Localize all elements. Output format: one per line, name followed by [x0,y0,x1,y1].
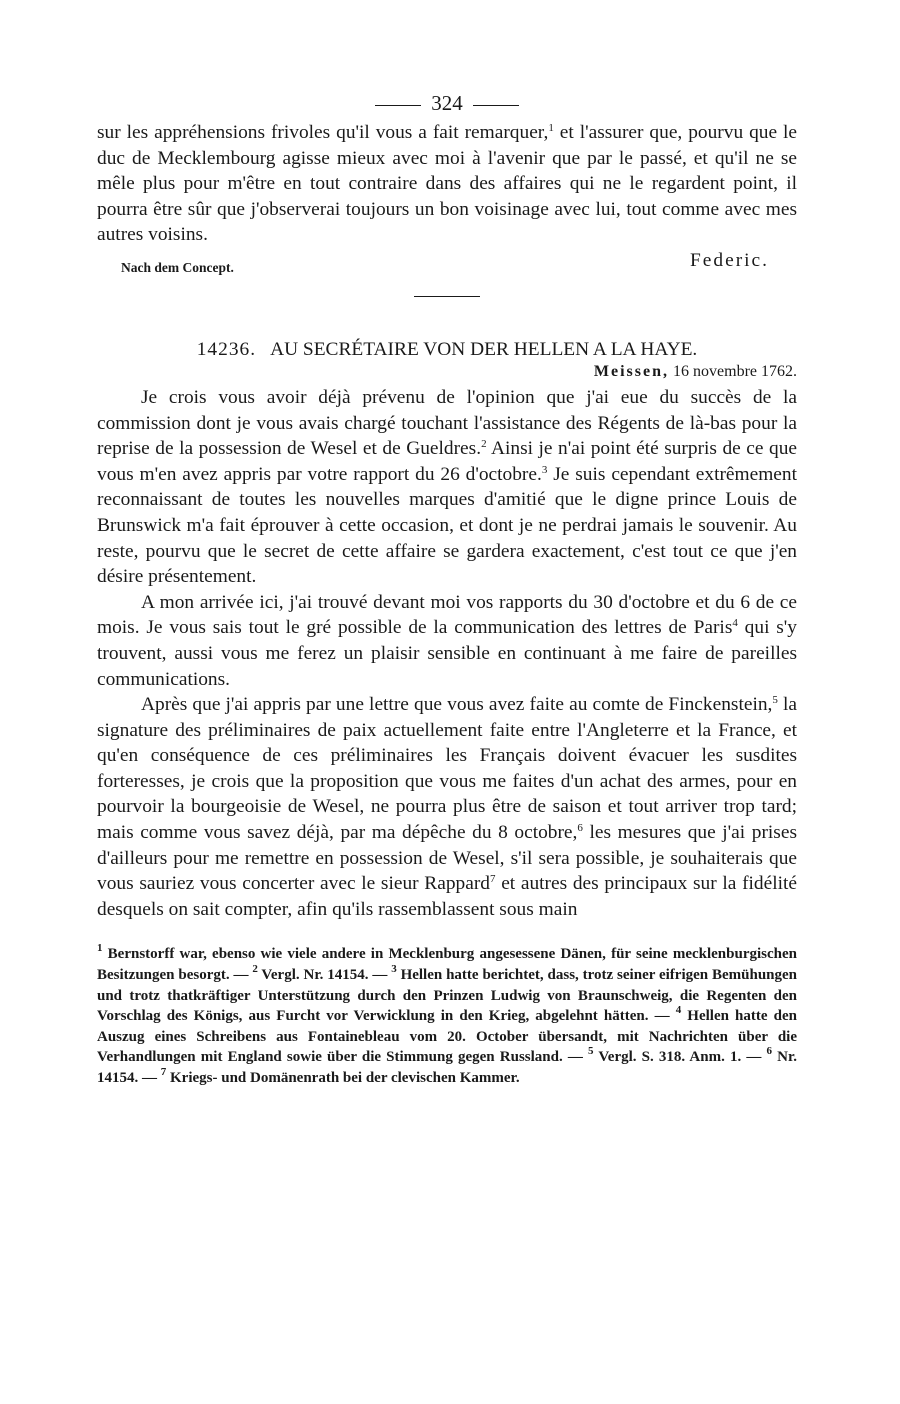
footnotes [97,944,797,1088]
footnote-number: 5 [587,1045,594,1058]
page-header [97,86,797,120]
letter-closing [97,250,797,284]
letter-number: 14236. [196,338,257,360]
header-rule-left [375,105,421,106]
source-note: Nach dem Concept. [121,259,234,275]
dateline-date: 16 novembre 1762. [673,362,797,380]
footnote-number: 3 [391,963,397,976]
footnote-number: 4 [675,1004,682,1017]
footnote-ref: 4 [732,617,738,630]
footnote-block: $^1$ Bernstorff war, ebenso wie viele andere in Mecklenburg angesessene Dänen, für seine mecklenburgischen Besitzungen besorgt. — $^2$ Vergl. Nr. 14154. — $^3$ Hellen hatte berichtet, dass, trotz seiner eifrigen Bemühungen und trotz thatkräftiger Unterstützung durch den Prinzen Ludwig von Braunschweig, die Regenten den Vorschlag des Königs, aus Furcht vor Verwicklung in den Krieg, abgelehnt hätten. — $^4$ Hellen hatte den Auszug eines Schreibens aus Fontainebleau vom 20. October übersandt, mit Nachrichten über die Verhandlungen mit England sowie über die Stimmung gegen Russland. — $^5$ Vergl. S. 318. Anm. 1. — $^6$ Nr. 14154. — $^7$ Kriegs- und Domänenrath bei der clevischen Kammer. [97,942,798,1086]
previous-letter-paragraph: sur les appréhensions frivoles qu'il vous a fait remarquer,$^1$ et l'assurer que, pourvu que le duc de Mecklembourg agisse mieux avec moi à l'avenir que par le passé, et qu'il ne se mêle plus pour m'être en tout contraire dans des affaires qui ne le regardent point, il pourra être sûr que j'observerai toujours un bon voisinage avec lui, tout comme avec mes autres voisins. [97,122,797,246]
dateline [97,363,797,381]
footnote-ref: 1 [548,122,554,134]
footnote-number: 1 [97,942,103,955]
document-page [97,86,797,1089]
header-rule-right [473,105,519,106]
footnote-ref: 5 [772,694,778,707]
footnote-ref: 7 [490,873,496,886]
footnote-number: 2 [252,963,258,976]
footnote-number: 6 [766,1045,772,1058]
section-divider [414,296,480,297]
body-paragraph-2: A mon arrivée ici, j'ai trouvé devant moi vos rapports du 30 d'octobre et du 6 de ce mois. Je vous sais tout le gré possible de la communication des lettres de Paris$^4$ qui s'y trouvent, aussi vous me ferez un plaisir sensible en continuant à me faire de pareilles communications. [97,591,797,690]
letter-body [97,385,797,922]
body-paragraph-3: Après que j'ai appris par une lettre que vous avez faite au comte de Finckenstein,$^5$ la signature des préliminaires de paix actuellement faite entre l'Angleterre et la France, et qu'en conséquence de ces préliminaires les Français doivent évacuer les susdites forteresses, je crois que la proposition que vous me faites d'un achat des armes, pour en pourvoir la bourgeoisie de Wesel, ne pourra plus être de saison et tout arriver trop tard; mais comme vous savez déjà, par ma dépêche du 8 octobre,$^6$ les mesures que j'ai prises d'ailleurs pour me remettre en possession de Wesel, s'il sera possible, je souhaiterais que vous sauriez vous concerter avec le sieur Rappard$^7$ et autres des principaux sur la fidélité desquels on sait compter, afin qu'ils rassemblassent sous main [97,694,797,920]
footnote-number: 7 [160,1066,167,1078]
body-paragraph-1: Je crois vous avoir déjà prévenu de l'opinion que j'ai eue du succès de la commission dont je vous avais chargé touchant l'assistance des Régents de là-bas pour la reprise de la possession de Wesel et de Gueldres.$^2$ Ainsi je n'ai point été surpris de ce que vous m'en avez appris par votre rapport du 26 d'octobre.$^3$ Je suis cependant extrêmement reconnaissant de toutes les nouvelles marques d'amitié que le digne prince Louis de Brunswick m'a fait éprouver à cette occasion, et dont je ne perdrai jamais le souvenir. Au reste, pourvu que le secret de cette affaire se gardera exactement, c'est tout ce que j'en désire présentement. [97,386,798,588]
dateline-place: Meissen, [593,362,670,380]
footnote-ref: 3 [541,463,548,476]
footnote-ref: 2 [481,438,487,451]
page-number: 324 [431,91,463,115]
signature: Federic. [690,249,769,271]
previous-letter-end [97,120,797,248]
letter-title: AU SECRÉTAIRE VON DER HELLEN A LA HAYE. [270,338,698,360]
footnote-ref: 6 [577,822,583,835]
letter-heading [97,339,797,361]
